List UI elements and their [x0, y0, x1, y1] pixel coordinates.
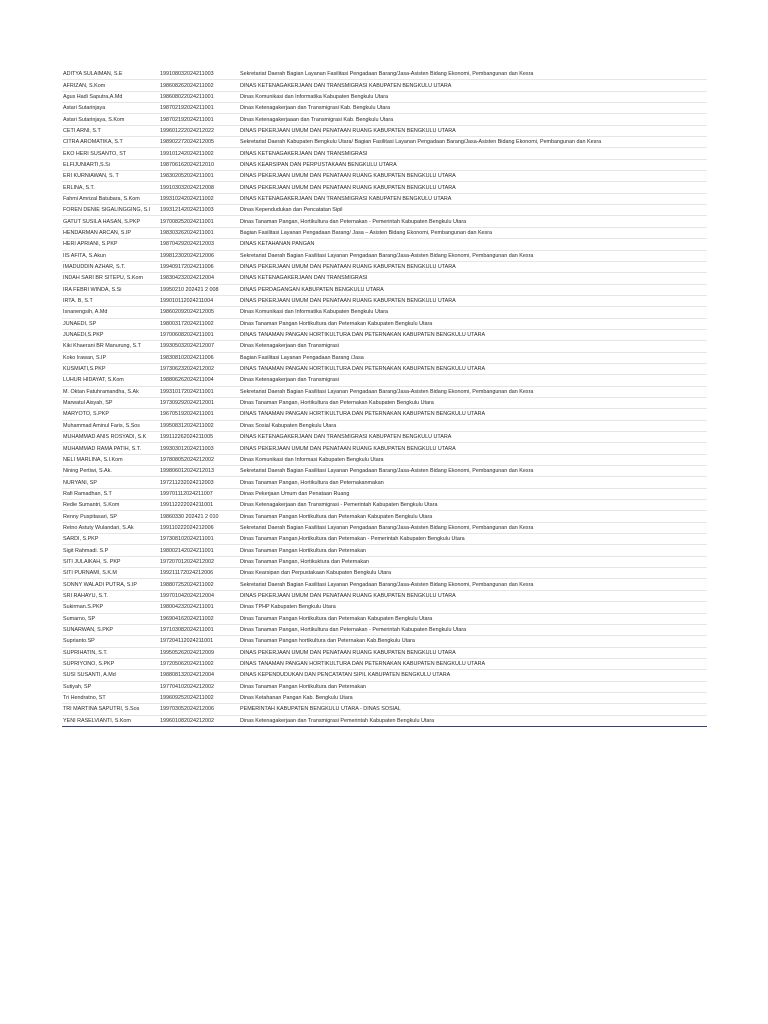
employee-nip-cell: 199310172024211001 [159, 386, 239, 397]
employee-unit-cell: Bagian Fasilitasi Layanan Pengadaan Barang /Jasa [239, 352, 707, 363]
employee-name-cell: ERLINA, S.T. [62, 182, 159, 193]
employee-name-cell: LUHUR HIDAYAT, S.Kom [62, 375, 159, 386]
table-row [62, 602, 707, 613]
table-row [62, 692, 707, 703]
employee-name-cell: CETI ARNI, S.T [62, 125, 159, 136]
employee-name-cell: Rafi Ramadhan, S.T [62, 488, 159, 499]
employee-nip-cell: 197207012024212002 [159, 556, 239, 567]
employee-unit-cell: Dinas Komunikasi dan Informasi Kabupaten Bengkulu Utara [239, 454, 707, 465]
employee-name-cell: HERI APRIANI, S.PKP [62, 239, 159, 250]
employee-name-cell: INDAH SARI BR SITEPU, S.Kom [62, 273, 159, 284]
table-row [62, 624, 707, 635]
employee-unit-cell: Dinas Tanaman Pangan, Hortikultura dan Peternakan Kabupaten Bengkulu Utara [239, 397, 707, 408]
employee-unit-cell: Dinas Kearsipan dan Perpustakaan Kabupaten Bengkulu Utara [239, 568, 707, 579]
employee-nip-cell: 199211172024212006 [159, 568, 239, 579]
employee-name-cell: SARDI, S.PKP [62, 534, 159, 545]
employee-nip-cell: 199303012024211003 [159, 443, 239, 454]
employee-nip-cell: 199101242024211002 [159, 148, 239, 159]
table-row [62, 363, 707, 374]
employee-nip-cell: 199609252024211002 [159, 692, 239, 703]
employee-name-cell: Agus Hadi Saputra,A.Md [62, 91, 159, 102]
table-row [62, 477, 707, 488]
employee-name-cell: Koko Irawan, S.IP [62, 352, 159, 363]
table-row [62, 658, 707, 669]
employee-unit-cell: DINAS TANAMAN PANGAN HORTIKULTURA DAN PETERNAKAN KABUPATEN BENGKULU UTARA [239, 409, 707, 420]
employee-unit-cell: Dinas Ketenagakerjaan dan Transmigrasi Pemerintah Kabupaten Bengkulu Utara [239, 715, 707, 726]
employee-unit-cell: DINAS PERDAGANGAN KABUPATEN BENGKULU UTARA [239, 284, 707, 295]
employee-nip-cell: 198902272024212005 [159, 137, 239, 148]
table-row [62, 681, 707, 692]
employee-name-cell: MARYOTO, S.PKP [62, 409, 159, 420]
employee-unit-cell: Dinas Tanaman Pangan, Hortikultura dan Peternakan - Pemerintah Kabupaten Bengkulu Utara [239, 216, 707, 227]
employee-nip-cell: 197006082024211001 [159, 329, 239, 340]
employee-name-cell: SITI JULAIKAH, S. PKP [62, 556, 159, 567]
employee-unit-cell: Dinas Ketenagakerjaaan dan Transmigrasi Kab. Bengkulu Utara [239, 114, 707, 125]
table-row [62, 522, 707, 533]
employee-name-cell: Sutiyah, SP [62, 681, 159, 692]
employee-unit-cell: DINAS KETAHANAN PANGAN [239, 239, 707, 250]
employee-name-cell: ADITYA SULAIMAN, S.E [62, 69, 159, 80]
employee-unit-cell: Sekretariat Daerah Bagian Fasilitasi Layanan Pengadaan Barang/Jasa-Asisten Bidang Ekonomi, Pembangunan dan Kesra [239, 466, 707, 477]
employee-name-cell: SRI RAHAYU, S.T. [62, 590, 159, 601]
employee-unit-cell: Dinas Tanaman Pangan Hortikultura dan Peternakan [239, 681, 707, 692]
table-row [62, 80, 707, 91]
employee-nip-cell: 198608262024211002 [159, 80, 239, 91]
employee-name-cell: Kiki Khaerani BR Manurung, S.T [62, 341, 159, 352]
table-row [62, 420, 707, 431]
table-row [62, 284, 707, 295]
table-row [62, 250, 707, 261]
employee-unit-cell: Sekretariat Daerah Bagian Fasilitasi Layanan Pengadaan Barang/Jasa-Asisten Bidang Ekonomi, Pembangunan dan Kesra [239, 579, 707, 590]
table-row [62, 534, 707, 545]
employee-name-cell: SUNARWAN, S.PKP [62, 624, 159, 635]
employee-name-cell: Isnanengsih, A.Md [62, 307, 159, 318]
employee-name-cell: Nining Pertiwi, S.Ak. [62, 466, 159, 477]
table-row [62, 704, 707, 715]
employee-name-cell: MUHAMMAD ANIS ROSYADI, S.K [62, 432, 159, 443]
employee-nip-cell: 197204112024211001 [159, 636, 239, 647]
employee-unit-cell: DINAS TANAMAN PANGAN HORTIKULTURA DAN PETERNAKAN KABUPATEN BENGKULU UTARA [239, 329, 707, 340]
employee-name-cell: EKO HERI SUSANTO, ST [62, 148, 159, 159]
employee-nip-cell: 197211232024212003 [159, 477, 239, 488]
employee-name-cell: Retno Astuty Wulandari, S.Ak [62, 522, 159, 533]
employee-name-cell: GATUT SUSILA HASAN, S.PKP [62, 216, 159, 227]
table-row [62, 409, 707, 420]
employee-unit-cell: Dinas Komunikasi dan Informatika Kabupaten Bengkulu Utara [239, 91, 707, 102]
table-row [62, 329, 707, 340]
table-row [62, 466, 707, 477]
employee-nip-cell: 198002142024211001 [159, 545, 239, 556]
employee-name-cell: Tri Hendratno, ST [62, 692, 159, 703]
employee-unit-cell: DINAS TANAMAN PANGAN HORTIKULTURA DAN PETERNAKAN KABUPATEN BENGKULU UTARA [239, 658, 707, 669]
table-row [62, 182, 707, 193]
employee-nip-cell: 198304232024212004 [159, 273, 239, 284]
employee-name-cell: M. Oktan Fatuhramandha, S.Ak [62, 386, 159, 397]
employee-nip-cell: 199112262024211005 [159, 432, 239, 443]
table-row [62, 103, 707, 114]
employee-unit-cell: Dinas Tanaman Pangan, Hortikultura dan Peternakanmakan [239, 477, 707, 488]
employee-unit-cell: DINAS KETENAGAKERJAAN DAN TRANSMIGRASI KABUPATEN BENGKULU UTARA [239, 80, 707, 91]
table-row [62, 454, 707, 465]
employee-nip-cell: 199409172024211006 [159, 261, 239, 272]
employee-name-cell: SONNY WALADI PUTRA, S.IP [62, 579, 159, 590]
employee-nip-cell: 198704292024212003 [159, 239, 239, 250]
employee-nip-cell: 198004232024211001 [159, 602, 239, 613]
employee-name-cell: Muhammad Aminul Faris, S.Sos [62, 420, 159, 431]
employee-name-cell: NELI MARLINA, S.I.Kom [62, 454, 159, 465]
employee-name-cell: HENDARMAN ARCAN, S.IP [62, 227, 159, 238]
employee-unit-cell: DINAS KETENAGAKERJAAN DAN TRANSMIGRASI [239, 273, 707, 284]
employee-unit-cell: DINAS PEKERJAAN UMUM DAN PENATAAN RUANG KABUPATEN BENGKULU UTARA [239, 443, 707, 454]
employee-unit-cell: DINAS KETENAGAKERJAAN DAN TRANSMIGRASI [239, 148, 707, 159]
employee-name-cell: Fahmi Amrizal Batubara, S.Kom [62, 193, 159, 204]
table-row [62, 352, 707, 363]
table-row [62, 579, 707, 590]
employee-unit-cell: DINAS KEARSIPAN DAN PERPUSTAKAAN BENGKULU UTARA [239, 159, 707, 170]
employee-unit-cell: Dinas Tanaman Pangan Hortikultura dan Peternakan Kabupaten Bengkulu Utara [239, 613, 707, 624]
employee-unit-cell: Dinas Tanaman Pangan,Hortikultura dan Peternakan - Pemerintah Kabupaten Bengkulu Utara [239, 534, 707, 545]
table-row [62, 216, 707, 227]
employee-nip-cell: 198807252024211002 [159, 579, 239, 590]
table-row [62, 227, 707, 238]
employee-nip-cell: 199806012024212013 [159, 466, 239, 477]
table-row [62, 488, 707, 499]
employee-unit-cell: Sekretariat Daerah Bagian Fasilitasi Layanan Pengadaan Barang/Jasa-Asisten Bidang Ekonomi, Pembangunan dan Kesra [239, 386, 707, 397]
employee-unit-cell: Dinas Ketenagakerjaan dan Transmigrasi [239, 375, 707, 386]
employee-unit-cell: DINAS PEKERJAAN UMUM DAN PENATAAN RUANG KABUPATEN BENGKULU UTARA [239, 261, 707, 272]
employee-name-cell: TRI MARTINA SAPUTRI, S.Sos [62, 704, 159, 715]
employee-nip-cell: 199701112024211007 [159, 488, 239, 499]
employee-unit-cell: Dinas Tanaman Pangan hortikultura dan Peternakan Kab.Bengkulu Utara [239, 636, 707, 647]
employee-unit-cell: DINAS PEKERJAAN UMUM DAN PENATAAN RUANG KABUPATEN BENGKULU UTARA [239, 125, 707, 136]
employee-name-cell: JUNAEDI,S.PKP [62, 329, 159, 340]
employee-name-cell: CITRA AROMATIKA, S.T [62, 137, 159, 148]
employee-unit-cell: Dinas Pekerjaan Umum dan Penataan Ruang [239, 488, 707, 499]
table-row [62, 556, 707, 567]
employee-nip-cell: 198302052024211001 [159, 171, 239, 182]
employee-nip-cell: 197308102024211001 [159, 534, 239, 545]
employee-unit-cell: DINAS TANAMAN PANGAN HORTIKULTURA DAN PETERNAKAN KABUPATEN BENGKULU UTARA [239, 363, 707, 374]
employee-name-cell: NURYANI, SP [62, 477, 159, 488]
table-row [62, 375, 707, 386]
employee-nip-cell: 198303262024211001 [159, 227, 239, 238]
employee-nip-cell: 199103032024212008 [159, 182, 239, 193]
employee-nip-cell: 199108032024211003 [159, 69, 239, 80]
employee-name-cell: Suprianto.SP [62, 636, 159, 647]
employee-unit-cell: Sekretariat Daerah Bagian Fasilitasi Layanan Pengadaan Barang/Jasa-Asisten Bidang Ekonomi, Pembangunan dan Kesra [239, 250, 707, 261]
employee-nip-cell: 197205062024211002 [159, 658, 239, 669]
employee-name-cell: Sumarno, SP [62, 613, 159, 624]
table-row [62, 318, 707, 329]
employee-name-cell: Renny Puspitasari, SP [62, 511, 159, 522]
table-row [62, 125, 707, 136]
employee-nip-cell: 196705192024211001 [159, 409, 239, 420]
employee-unit-cell: Dinas Tanaman Pangan Hortikultura dan Peternakan Kabupaten Bengkulu Utara [239, 511, 707, 522]
table-row [62, 386, 707, 397]
employee-unit-cell: Bagian Fasilitasi Layanan Pengadaan Barang/ Jasa – Asisten Bidang Ekonomi, Pembangunan dan Kesra [239, 227, 707, 238]
employee-nip-cell: 199812302024212006 [159, 250, 239, 261]
employee-name-cell: SUSI SUSANTI, A.Md [62, 670, 159, 681]
employee-name-cell: Redie Sumantri, S.Kom [62, 500, 159, 511]
employee-nip-cell: 198806262024211004 [159, 375, 239, 386]
employee-unit-cell: PEMERINTAH KABUPATEN BENGKULU UTARA - DINAS SOSIAL [239, 704, 707, 715]
table-row [62, 636, 707, 647]
employee-unit-cell: DINAS PEKERJAAN UMUM DAN PENATAAN RUANG KABUPATEN BENGKULU UTARA [239, 647, 707, 658]
employee-unit-cell: Dinas Sosial Kabupaten Bengkulu Utara [239, 420, 707, 431]
employee-unit-cell: Dinas Tanaman Pangan Hortikultura dan Peternakan [239, 545, 707, 556]
table-row [62, 193, 707, 204]
employee-unit-cell: Dinas Komunikasi dan Informatika Kabupaten Bengkulu Utara [239, 307, 707, 318]
employee-name-cell: ELFIJUNIARTI,S.Si [62, 159, 159, 170]
employee-table-container [62, 69, 707, 727]
employee-unit-cell: Sekretariat Daerah Bagian Fasilitasi Layanan Pengadaan Barang/Jasa-Asisten Bidang Ekonomi, Pembangunan dan Kesra [239, 522, 707, 533]
employee-name-cell: SUPRIHATIN, S.T. [62, 647, 159, 658]
table-row [62, 432, 707, 443]
employee-nip-cell: 199310242024211002 [159, 193, 239, 204]
employee-nip-cell: 198808132024212004 [159, 670, 239, 681]
table-row [62, 307, 707, 318]
employee-name-cell: IRTA. B, S.T [62, 295, 159, 306]
employee-unit-cell: Dinas Tanaman Pangan Hortikultura dan Peternakan Kabupaten Bengkulu Utara [239, 318, 707, 329]
employee-nip-cell: 198608022024211001 [159, 91, 239, 102]
employee-name-cell: ERI KURNIAWAN, S. T [62, 171, 159, 182]
table-row [62, 91, 707, 102]
table-row [62, 341, 707, 352]
table-row [62, 261, 707, 272]
employee-nip-cell: 199601222024212022 [159, 125, 239, 136]
table-row [62, 137, 707, 148]
employee-name-cell: Astari Sutarinjaya, S.Kom [62, 114, 159, 125]
employee-nip-cell: 197008252024211001 [159, 216, 239, 227]
table-row [62, 670, 707, 681]
table-row [62, 114, 707, 125]
employee-unit-cell: Dinas Tanaman Pangan, Hortikultura dan Peternakan - Pemerintah Kabupaten Bengkulu Utara [239, 624, 707, 635]
employee-name-cell: FOREN DENIE SIGALINGGING, S.I [62, 205, 159, 216]
employee-unit-cell: DINAS KETENAGAKERJAAN DAN TRANSMIGRASI KABUPATEN BENGKULU UTARA [239, 432, 707, 443]
employee-nip-cell: 199112222024211001 [159, 500, 239, 511]
table-row [62, 397, 707, 408]
employee-nip-cell: 199701042024212004 [159, 590, 239, 601]
employee-name-cell: JUNAEDI, SP [62, 318, 159, 329]
table-row [62, 500, 707, 511]
table-row [62, 647, 707, 658]
employee-unit-cell: Dinas TPHP Kabupaten Bengkulu Utara [239, 602, 707, 613]
table-row [62, 715, 707, 726]
employee-unit-cell: Dinas Tanaman Pangan, Hortikuktura dan Peternakan [239, 556, 707, 567]
employee-nip-cell: 197103082024211001 [159, 624, 239, 635]
employee-unit-cell: Dinas Ketenagakerjaan dan Transmigrasi - Pemerintah Kabupaten Bengkulu Utara [239, 500, 707, 511]
employee-nip-cell: 198003172024211002 [159, 318, 239, 329]
employee-nip-cell: 199312142024211003 [159, 205, 239, 216]
employee-nip-cell: 199703052024212006 [159, 704, 239, 715]
employee-nip-cell: 199010112024211004 [159, 295, 239, 306]
employee-nip-cell: 197808052024212002 [159, 454, 239, 465]
employee-name-cell: IIS AFITA, S.Akun [62, 250, 159, 261]
employee-name-cell: Marwatul Aisyah, SP [62, 397, 159, 408]
employee-unit-cell: DINAS KEPENDUDUKAN DAN PENCATATAN SIPIL KABUPATEN BENGKULU UTARA [239, 670, 707, 681]
employee-nip-cell: 198602092024212005 [159, 307, 239, 318]
employee-name-cell: Astari Sutarinjaya [62, 103, 159, 114]
employee-nip-cell: 199601082024212002 [159, 715, 239, 726]
table-row [62, 568, 707, 579]
employee-nip-cell: 197704102024212002 [159, 681, 239, 692]
employee-name-cell: MUHAMMAD RAMA PATIH, S.T. [62, 443, 159, 454]
employee-nip-cell: 198702192024211001 [159, 114, 239, 125]
table-row [62, 159, 707, 170]
table-row [62, 613, 707, 624]
table-row [62, 295, 707, 306]
employee-nip-cell: 196904162024211002 [159, 613, 239, 624]
employee-name-cell: AFRIZAN, S.Kom [62, 80, 159, 91]
employee-nip-cell: 198702192024211001 [159, 103, 239, 114]
employee-unit-cell: Dinas Ketahanan Pangan Kab. Bengkulu Utara [239, 692, 707, 703]
table-row [62, 148, 707, 159]
table-row [62, 590, 707, 601]
employee-nip-cell: 199505262024212009 [159, 647, 239, 658]
employee-unit-cell: DINAS PEKERJAAN UMUM DAN PENATAAN RUANG KABUPATEN BENGKULU UTARA [239, 295, 707, 306]
table-row [62, 171, 707, 182]
employee-table-body [62, 69, 707, 726]
employee-nip-cell: 198706162024212010 [159, 159, 239, 170]
employee-nip-cell: 199110222024212006 [159, 522, 239, 533]
employee-unit-cell: DINAS KETENAGAKERJAAN DAN TRANSMIGRASI KABUPATEN BENGKULU UTARA [239, 193, 707, 204]
employee-name-cell: Sigit Rahmadi. S.P [62, 545, 159, 556]
employee-unit-cell: Sekretariat Daerah Bagian Layanan Fasilitasi Pengadaan Barang/Jasa-Asisten Bidang Ekonomi, Pembangunan dan Kesra [239, 69, 707, 80]
table-row [62, 69, 707, 80]
employee-unit-cell: DINAS PEKERJAAN UMUM DAN PENATAAN RUANG KABUPATEN BENGKULU UTARA [239, 590, 707, 601]
employee-nip-cell: 199305032024212007 [159, 341, 239, 352]
table-row [62, 239, 707, 250]
employee-unit-cell: Dinas Ketenagakerjaan dan Transmigrasi Kab. Bengkulu Utara [239, 103, 707, 114]
employee-nip-cell: 19860330 202421 2 010 [159, 511, 239, 522]
employee-name-cell: IRA FEBRI WINDA, S.Si [62, 284, 159, 295]
employee-nip-cell: 198308102024211006 [159, 352, 239, 363]
employee-table [62, 69, 707, 727]
employee-name-cell: SUPRIYONO, S.PKP [62, 658, 159, 669]
employee-unit-cell: DINAS PEKERJAAN UMUM DAN PENATAAN RUANG KABUPATEN BENGKULU UTARA [239, 182, 707, 193]
employee-name-cell: KUSMIATI,S.PKP [62, 363, 159, 374]
employee-name-cell: Sukirman.S.PKP [62, 602, 159, 613]
employee-nip-cell: 197309292024212001 [159, 397, 239, 408]
employee-unit-cell: DINAS PEKERJAAN UMUM DAN PENATAAN RUANG KABUPATEN BENGKULU UTARA [239, 171, 707, 182]
employee-nip-cell: 199508312024211002 [159, 420, 239, 431]
table-row [62, 273, 707, 284]
employee-name-cell: YENI RASELVIANTI, S.Kom [62, 715, 159, 726]
table-row [62, 511, 707, 522]
employee-name-cell: IMADUDDIN AZHAR, S.T. [62, 261, 159, 272]
table-row [62, 545, 707, 556]
employee-name-cell: SITI PURNAMI, S.K.M [62, 568, 159, 579]
table-row [62, 205, 707, 216]
employee-nip-cell: 197306232024212002 [159, 363, 239, 374]
employee-unit-cell: Sekretariat Daerah Kabupaten Bengkulu Utara/ Bagian Fasilitasi Layanan Pengadaan Barang/Jasa-Asisten Bidang Ekonomi, Pembangunan dan Kesra [239, 137, 707, 148]
table-row [62, 443, 707, 454]
employee-unit-cell: Dinas Ketenagakerjaan dan Transmigrasi [239, 341, 707, 352]
employee-unit-cell: Dinas Kependudukan dan Pencatatan Sipil [239, 205, 707, 216]
employee-nip-cell: 19950210 202421 2 008 [159, 284, 239, 295]
